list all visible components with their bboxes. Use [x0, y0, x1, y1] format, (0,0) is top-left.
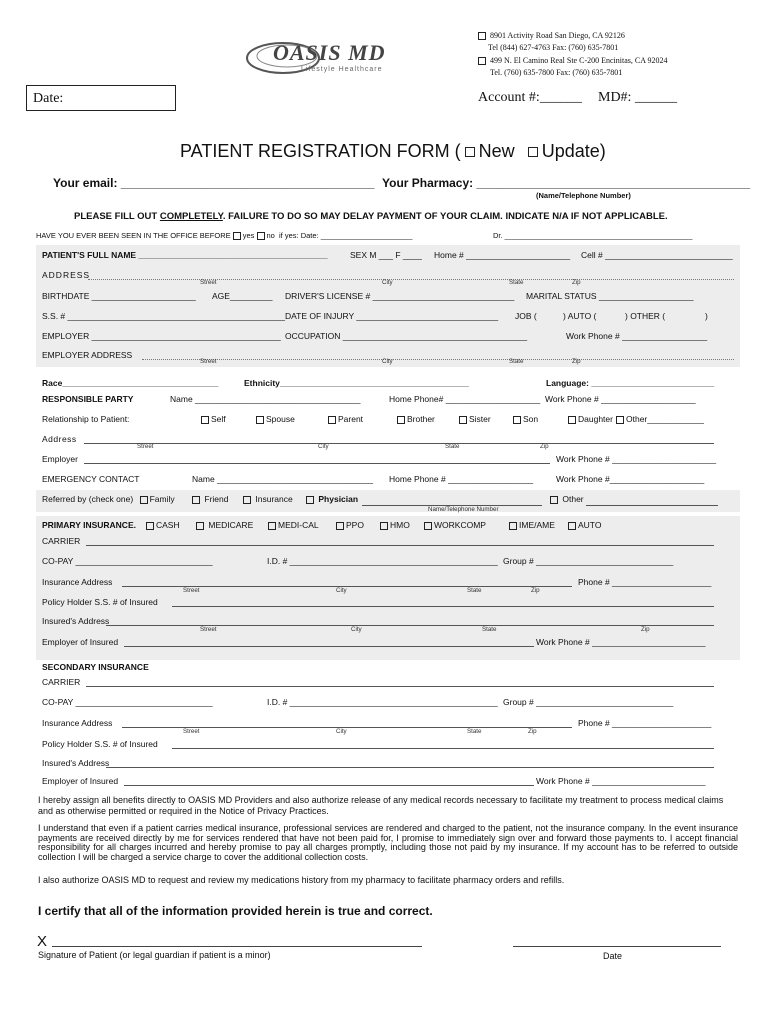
secondary-employer-insured-field[interactable]: [124, 774, 534, 786]
primary-holder-field[interactable]: [172, 595, 714, 607]
referred-name-field[interactable]: [362, 494, 542, 506]
birthdate-field[interactable]: BIRTHDATE ______________________: [42, 291, 196, 301]
street-hint: Street: [200, 279, 217, 286]
checkbox-icon: [513, 416, 521, 424]
primary-carrier-label: CARRIER: [42, 536, 81, 546]
zip-hint: Zip: [540, 443, 549, 450]
checkbox-icon: [243, 496, 251, 504]
occupation-field[interactable]: OCCUPATION _______________________________________: [285, 331, 528, 341]
secondary-carrier-label: CARRIER: [42, 677, 81, 687]
work-phone-field[interactable]: Work Phone # __________________: [566, 331, 708, 341]
other-option-close: ): [705, 311, 708, 321]
logo: [243, 38, 448, 78]
relationship-sister[interactable]: Sister: [459, 414, 491, 424]
primary-insured-address-field[interactable]: [106, 614, 714, 626]
primary-insured-address-label: Insured's Address: [42, 616, 110, 626]
relationship-other[interactable]: Other____________: [616, 414, 704, 424]
date-of-injury-field[interactable]: DATE OF INJURY ______________________________: [285, 311, 499, 321]
street-hint: Street: [183, 587, 200, 594]
address-2: 499 N. El Camino Real Ste C-200 Encinitas, CA 92024: [478, 56, 668, 65]
primary-medicare[interactable]: MEDICARE: [196, 520, 253, 530]
signature-label: Signature of Patient (or legal guardian if patient is a minor): [38, 950, 271, 960]
signature-x: X: [37, 933, 48, 950]
checkbox-icon: [336, 522, 344, 530]
checkbox-icon: [192, 496, 200, 504]
language-field[interactable]: Language: __________________________: [546, 378, 715, 388]
pharmacy-field[interactable]: Your Pharmacy: _________________________________________: [382, 176, 751, 190]
referred-hint: Name/Telephone Number: [428, 506, 499, 513]
city-hint: City: [318, 443, 329, 450]
primary-workcomp[interactable]: WORKCOMP: [424, 520, 486, 530]
city-hint: City: [336, 728, 347, 735]
authorization-paragraph: I hereby assign all benefits directly to OASIS MD Providers and also authorize release of any medical records necessary to facilitate my treatment to process medical claims and as otherwise permitted or required in the Notice of Privacy Practices.: [38, 795, 724, 816]
responsible-party-label: RESPONSIBLE PARTY: [42, 394, 134, 404]
relationship-daughter[interactable]: Daughter: [568, 414, 613, 424]
zip-hint: Zip: [572, 358, 581, 365]
emergency-name-field[interactable]: Name _________________________________: [192, 474, 374, 484]
logo-brand: OASIS MD: [273, 40, 386, 65]
sex-field[interactable]: SEX M ___ F ____: [350, 250, 422, 260]
primary-phone-field[interactable]: Phone # _____________________: [578, 577, 712, 587]
checkbox-icon: [268, 522, 276, 530]
address-label: ADDRESS: [42, 270, 91, 280]
responsible-address-label: Address: [42, 434, 77, 444]
employer-address-field[interactable]: [142, 348, 734, 360]
referred-row: Referred by (check one) Family: [42, 494, 175, 504]
checkbox-icon: [201, 416, 209, 424]
new-checkbox[interactable]: [465, 147, 475, 157]
secondary-phone-field[interactable]: Phone # _____________________: [578, 718, 712, 728]
responsible-work-phone-field[interactable]: Work Phone # ____________________: [545, 394, 696, 404]
checkbox-icon: [478, 57, 486, 65]
primary-id-field[interactable]: I.D. # ____________________________________________: [267, 556, 498, 566]
secondary-work-phone-field[interactable]: Work Phone # ________________________: [536, 776, 706, 786]
checkbox-icon: [146, 522, 154, 530]
update-checkbox[interactable]: [528, 147, 538, 157]
marital-status-field[interactable]: MARITAL STATUS ____________________: [526, 291, 694, 301]
referred-other[interactable]: Other: [550, 494, 584, 504]
checkbox-icon: [397, 416, 405, 424]
state-hint: State: [482, 626, 497, 633]
checkbox-icon: [328, 416, 336, 424]
primary-copay-field[interactable]: CO-PAY _____________________________: [42, 556, 213, 566]
zip-hint: Zip: [531, 587, 540, 594]
checkbox-icon: [306, 496, 314, 504]
auto-option[interactable]: ) AUTO (: [563, 311, 597, 321]
state-hint: State: [467, 728, 482, 735]
signature-line[interactable]: [52, 946, 422, 947]
state-hint: State: [467, 587, 482, 594]
city-hint: City: [351, 626, 362, 633]
race-field[interactable]: Race_________________________________: [42, 378, 219, 388]
secondary-holder-field[interactable]: [172, 737, 714, 749]
primary-work-phone-field[interactable]: Work Phone # ________________________: [536, 637, 706, 647]
secondary-id-field[interactable]: I.D. # ____________________________________________: [267, 697, 498, 707]
account-number-field[interactable]: Account #:______: [478, 90, 582, 105]
primary-medi-cal[interactable]: MEDI-CAL: [268, 520, 319, 530]
secondary-insured-address-field[interactable]: [106, 756, 714, 768]
relationship-label: Relationship to Patient:: [42, 414, 130, 424]
checkbox-icon: [550, 496, 558, 504]
date-label: Date:: [33, 91, 64, 106]
city-hint: City: [336, 587, 347, 594]
primary-carrier-field[interactable]: [86, 534, 714, 546]
secondary-group-field[interactable]: Group # _____________________________: [503, 697, 674, 707]
date-signature-label: Date: [603, 951, 623, 961]
relationship-self[interactable]: Self: [201, 414, 226, 424]
address-field[interactable]: [88, 268, 734, 280]
responsible-work-phone-2-field[interactable]: Work Phone # ______________________: [556, 454, 717, 464]
age-field[interactable]: AGE_________: [212, 291, 273, 301]
cell-phone-field[interactable]: Cell # ___________________________: [581, 250, 733, 260]
responsible-name-field[interactable]: Name ___________________________________: [170, 394, 361, 404]
responsible-employer-field[interactable]: [84, 452, 550, 464]
primary-ppo[interactable]: PPO: [336, 520, 364, 530]
instructions: PLEASE FILL OUT COMPLETELY. FAILURE TO DO SO MAY DELAY PAYMENT OF YOUR CLAIM. INDICATE N/A IF NOT APPLICABLE.: [74, 211, 668, 222]
job-option[interactable]: JOB (: [515, 311, 537, 321]
secondary-insurance-label: SECONDARY INSURANCE: [42, 662, 149, 672]
street-hint: Street: [200, 358, 217, 365]
checkbox-icon: [568, 522, 576, 530]
secondary-ins-address-label: Insurance Address: [42, 718, 113, 728]
relationship-son[interactable]: Son: [513, 414, 538, 424]
certification-statement: I certify that all of the information provided herein is true and correct.: [38, 904, 433, 918]
relationship-brother[interactable]: Brother: [397, 414, 435, 424]
secondary-ins-address-field[interactable]: [122, 716, 572, 728]
primary-ins-address-label: Insurance Address: [42, 577, 113, 587]
seen-doctor-field[interactable]: Dr. _____________________________________________: [493, 231, 693, 240]
seen-before-row: HAVE YOU EVER BEEN SEEN IN THE OFFICE BEFORE yes no if yes: Date: ______________________: [36, 231, 413, 240]
checkbox-icon: [616, 416, 624, 424]
seen-no-checkbox[interactable]: [257, 232, 265, 240]
primary-holder-label: Policy Holder S.S. # of Insured: [42, 597, 158, 607]
address-2-phone: Tel. (760) 635-7800 Fax: (760) 635-7801: [490, 68, 623, 77]
md-number-field[interactable]: MD#: ______: [598, 90, 677, 105]
email-field[interactable]: Your email: ______________________________________: [53, 176, 375, 190]
ethnicity-field[interactable]: Ethnicity________________________________________: [244, 378, 469, 388]
secondary-copay-field[interactable]: CO-PAY _____________________________: [42, 697, 213, 707]
referred-physician[interactable]: Physician: [306, 494, 358, 504]
state-hint: State: [509, 279, 524, 286]
street-hint: Street: [200, 626, 217, 633]
primary-ime-ame[interactable]: IME/AME: [509, 520, 555, 530]
zip-hint: Zip: [572, 279, 581, 286]
primary-cash[interactable]: CASH: [146, 520, 180, 530]
emergency-work-phone-field[interactable]: Work Phone #____________________: [556, 474, 705, 484]
referred-family-checkbox[interactable]: [140, 496, 148, 504]
primary-insurance-row: PRIMARY INSURANCE.: [42, 520, 136, 530]
primary-employer-insured-field[interactable]: [124, 635, 534, 647]
primary-employer-insured-label: Employer of Insured: [42, 637, 119, 647]
referred-insurance[interactable]: Insurance: [243, 494, 293, 504]
city-hint: City: [382, 358, 393, 365]
address-1: 8901 Activity Road San Diego, CA 92126: [478, 31, 625, 40]
responsible-address-field[interactable]: [84, 432, 714, 444]
seen-yes-checkbox[interactable]: [233, 232, 241, 240]
checkbox-icon: [478, 32, 486, 40]
checkbox-icon: [256, 416, 264, 424]
zip-hint: Zip: [641, 626, 650, 633]
checkbox-icon: [459, 416, 467, 424]
emergency-home-phone-field[interactable]: Home Phone # __________________: [389, 474, 534, 484]
emergency-contact-label: EMERGENCY CONTACT: [42, 474, 140, 484]
street-hint: Street: [137, 443, 154, 450]
secondary-carrier-field[interactable]: [86, 675, 714, 687]
state-hint: State: [445, 443, 460, 450]
home-phone-field[interactable]: Home # ______________________: [434, 250, 571, 260]
street-hint: Street: [183, 728, 200, 735]
zip-hint: Zip: [528, 728, 537, 735]
state-hint: State: [509, 358, 524, 365]
responsible-employer-label: Employer: [42, 454, 78, 464]
referred-other-field[interactable]: [586, 494, 718, 506]
employer-address-label: EMPLOYER ADDRESS: [42, 350, 133, 360]
primary-ins-address-field[interactable]: [122, 575, 572, 587]
secondary-holder-label: Policy Holder S.S. # of Insured: [42, 739, 158, 749]
other-option[interactable]: ) OTHER (: [625, 311, 666, 321]
city-hint: City: [382, 279, 393, 286]
employer-field[interactable]: EMPLOYER ________________________________________: [42, 331, 281, 341]
primary-auto[interactable]: AUTO: [568, 520, 601, 530]
address-1-phone: Tel (844) 627-4763 Fax: (760) 635-7801: [488, 43, 619, 52]
drivers-license-field[interactable]: DRIVER'S LICENSE # ______________________________: [285, 291, 515, 301]
checkbox-icon: [380, 522, 388, 530]
pharmacy-hint: (Name/Telephone Number): [536, 191, 631, 200]
checkbox-icon: [509, 522, 517, 530]
checkbox-icon: [424, 522, 432, 530]
financial-responsibility-paragraph: I understand that even if a patient carries medical insurance, professional services are rendered and charged to the patient, not the insurance company. In the event insurance payments are received directly by me for services rendered that have not been paid for, I promise to immediately sign over and forward those payments to. I accept financial responsibility for all charges incurred and hereby promise to pay all charges promptly, including those not paid by my insurance. If my account has to be referred to outside collection I will be charged a service charge to cover the additional collection costs.: [38, 823, 738, 862]
secondary-employer-insured-label: Employer of Insured: [42, 776, 119, 786]
form-title: PATIENT REGISTRATION FORM ( New Update): [180, 141, 606, 161]
patient-name-field[interactable]: PATIENT'S FULL NAME ________________________________________: [42, 250, 328, 260]
checkbox-icon: [196, 522, 204, 530]
secondary-insured-address-label: Insured's Address: [42, 758, 110, 768]
ss-field[interactable]: S.S. # ______________________________________________: [42, 311, 285, 321]
relationship-parent[interactable]: Parent: [328, 414, 363, 424]
relationship-spouse[interactable]: Spouse: [256, 414, 295, 424]
referred-friend[interactable]: Friend: [192, 494, 228, 504]
pharmacy-authorization-paragraph: I also authorize OASIS MD to request and review my medications history from my pharmacy to facilitate pharmacy orders and refills.: [38, 875, 565, 885]
checkbox-icon: [568, 416, 576, 424]
date-signature-line[interactable]: [513, 946, 721, 947]
responsible-home-phone-field[interactable]: Home Phone# ____________________: [389, 394, 541, 404]
primary-hmo[interactable]: HMO: [380, 520, 410, 530]
primary-group-field[interactable]: Group # _____________________________: [503, 556, 674, 566]
logo-tagline: Lifestyle Healthcare: [301, 66, 383, 73]
